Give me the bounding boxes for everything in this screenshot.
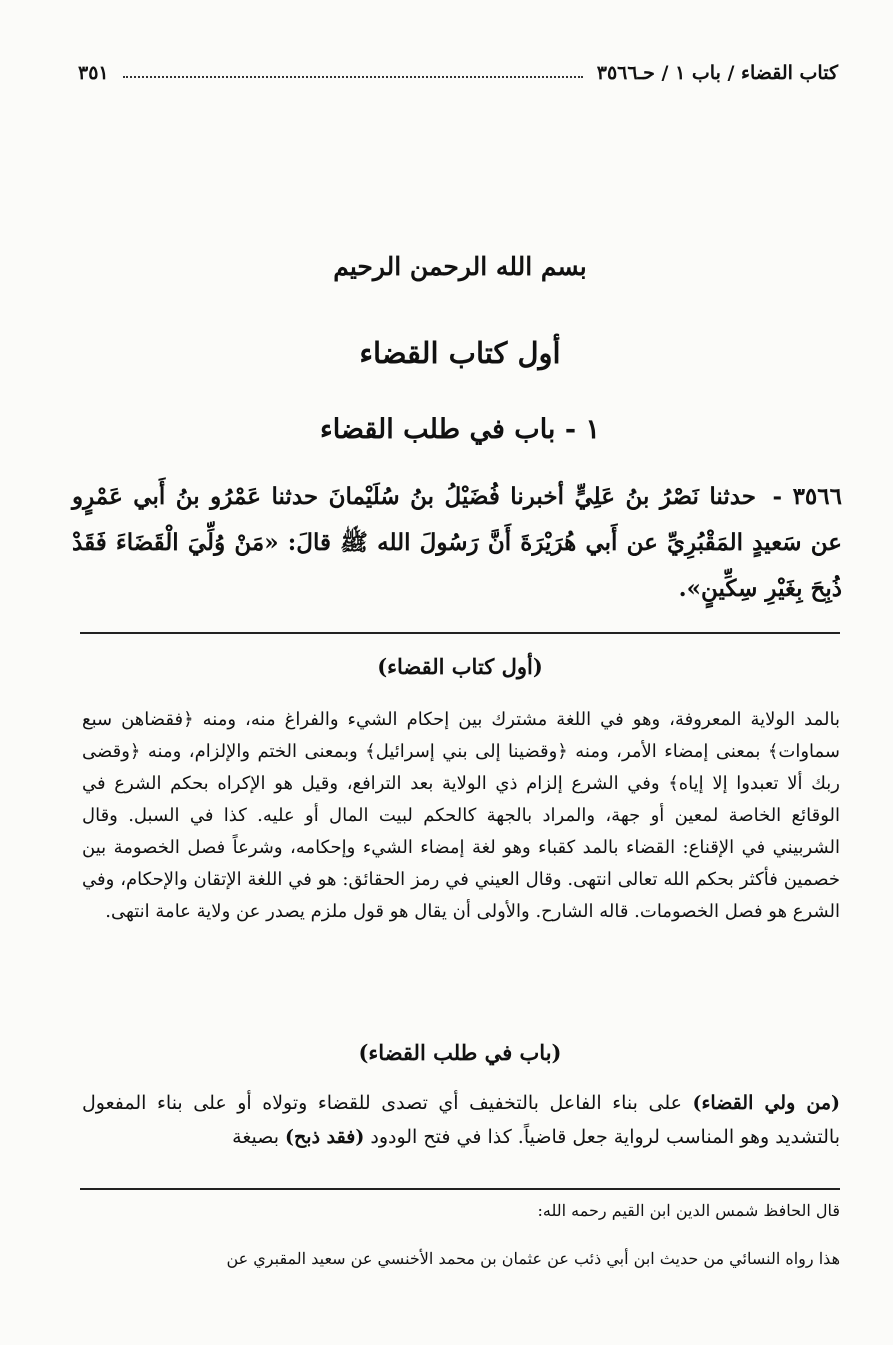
footnote-line-1: قال الحافظ شمس الدين ابن القيم رحمه الله: [537,1201,840,1220]
lemma-faqad-dhubiha: (فقد ذبح) [285,1126,365,1148]
hadith-body: حدثنا نَصْرُ بنُ عَلِيٍّ أخبرنا فُضَيْلُ بنُ سُلَيْمانَ حدثنا عَمْرُو بنُ أَبي عَمْرٍو عن سَعيدٍ المَقْبُرِيِّ عن أَبي هُرَيْرَةَ أَنَّ رَسُولَ الله ﷺ قالَ: «مَنْ وُلِّيَ الْقَضَاءَ فَقَدْ ذُبِحَ بِغَيْرِ سِكِّينٍ». [72,483,842,602]
commentary-text-segment: بصيغة [232,1126,286,1148]
commentary-heading-book: (أول كتاب القضاء) [377,654,543,679]
divider-rule [80,632,840,634]
running-head-title: كتاب القضاء / باب ١ / حـ٣٥٦٦ [596,62,838,84]
commentary-paragraph-1: بالمد الولاية المعروفة، وهو في اللغة مشترك بين إحكام الشيء والفراغ منه، ومنه ﴿فقضاهن سبع سماوات﴾ بمعنى إمضاء الأمر، ومنه ﴿وقضينا إلى بني إسرائيل﴾ وبمعنى الختم والإلزام، ومنه ﴿وقضى ربك ألا تعبدوا إلا إياه﴾ وفي الشرع إلزام ذي الولاية بعد الترافع، وقيل هو الإكراه بحكم الشرع في الوقائع الخاصة لمعين أو جهة، والمراد بالجهة كالحكم لبيت المال أو عليه. كذا في السبل. وقال الشربيني في الإقناع: القضاء بالمد كقباء وهو لغة إمضاء الشيء وإحكامه، وشرعاً فصل الخصومة بين خصمين فأكثر بحكم الله تعالى انتهى. وقال العيني في رمز الحقائق: هو في اللغة الإتقان والإحكام، وفي الشرع هو فصل الخصومات. قاله الشارح. والأولى أن يقال هو قول ملزم يصدر عن ولاية عامة انتهى. [82,709,840,922]
leader-dots [123,76,583,78]
commentary-text-segment: على بناء الفاعل بالتخفيف أي تصدى للقضاء وتولاه أو على بناء المفعول بالتشديد وهو المناسب لرواية جعل قاضياً. كذا في فتح الودود [82,1092,840,1148]
book-title: أول كتاب القضاء [359,336,561,370]
hadith-text [72,474,842,612]
chapter-title: ١ - باب في طلب القضاء [320,414,600,445]
commentary-paragraph-2 [82,1086,840,1154]
page-number: ٣٥١ [78,62,109,84]
footnote-line-2: هذا رواه النسائي من حديث ابن أبي ذئب عن عثمان بن محمد الأخنسي عن سعيد المقبري عن [226,1249,840,1268]
footnote-rule [80,1188,840,1190]
lemma-man-wuliya: (من ولي القضاء) [692,1092,840,1114]
hadith-number: ٣٥٦٦ - [772,483,842,510]
commentary-heading-chapter: (باب في طلب القضاء) [358,1040,562,1065]
basmala: بسم الله الرحمن الرحيم [333,252,587,281]
running-head [78,58,838,88]
